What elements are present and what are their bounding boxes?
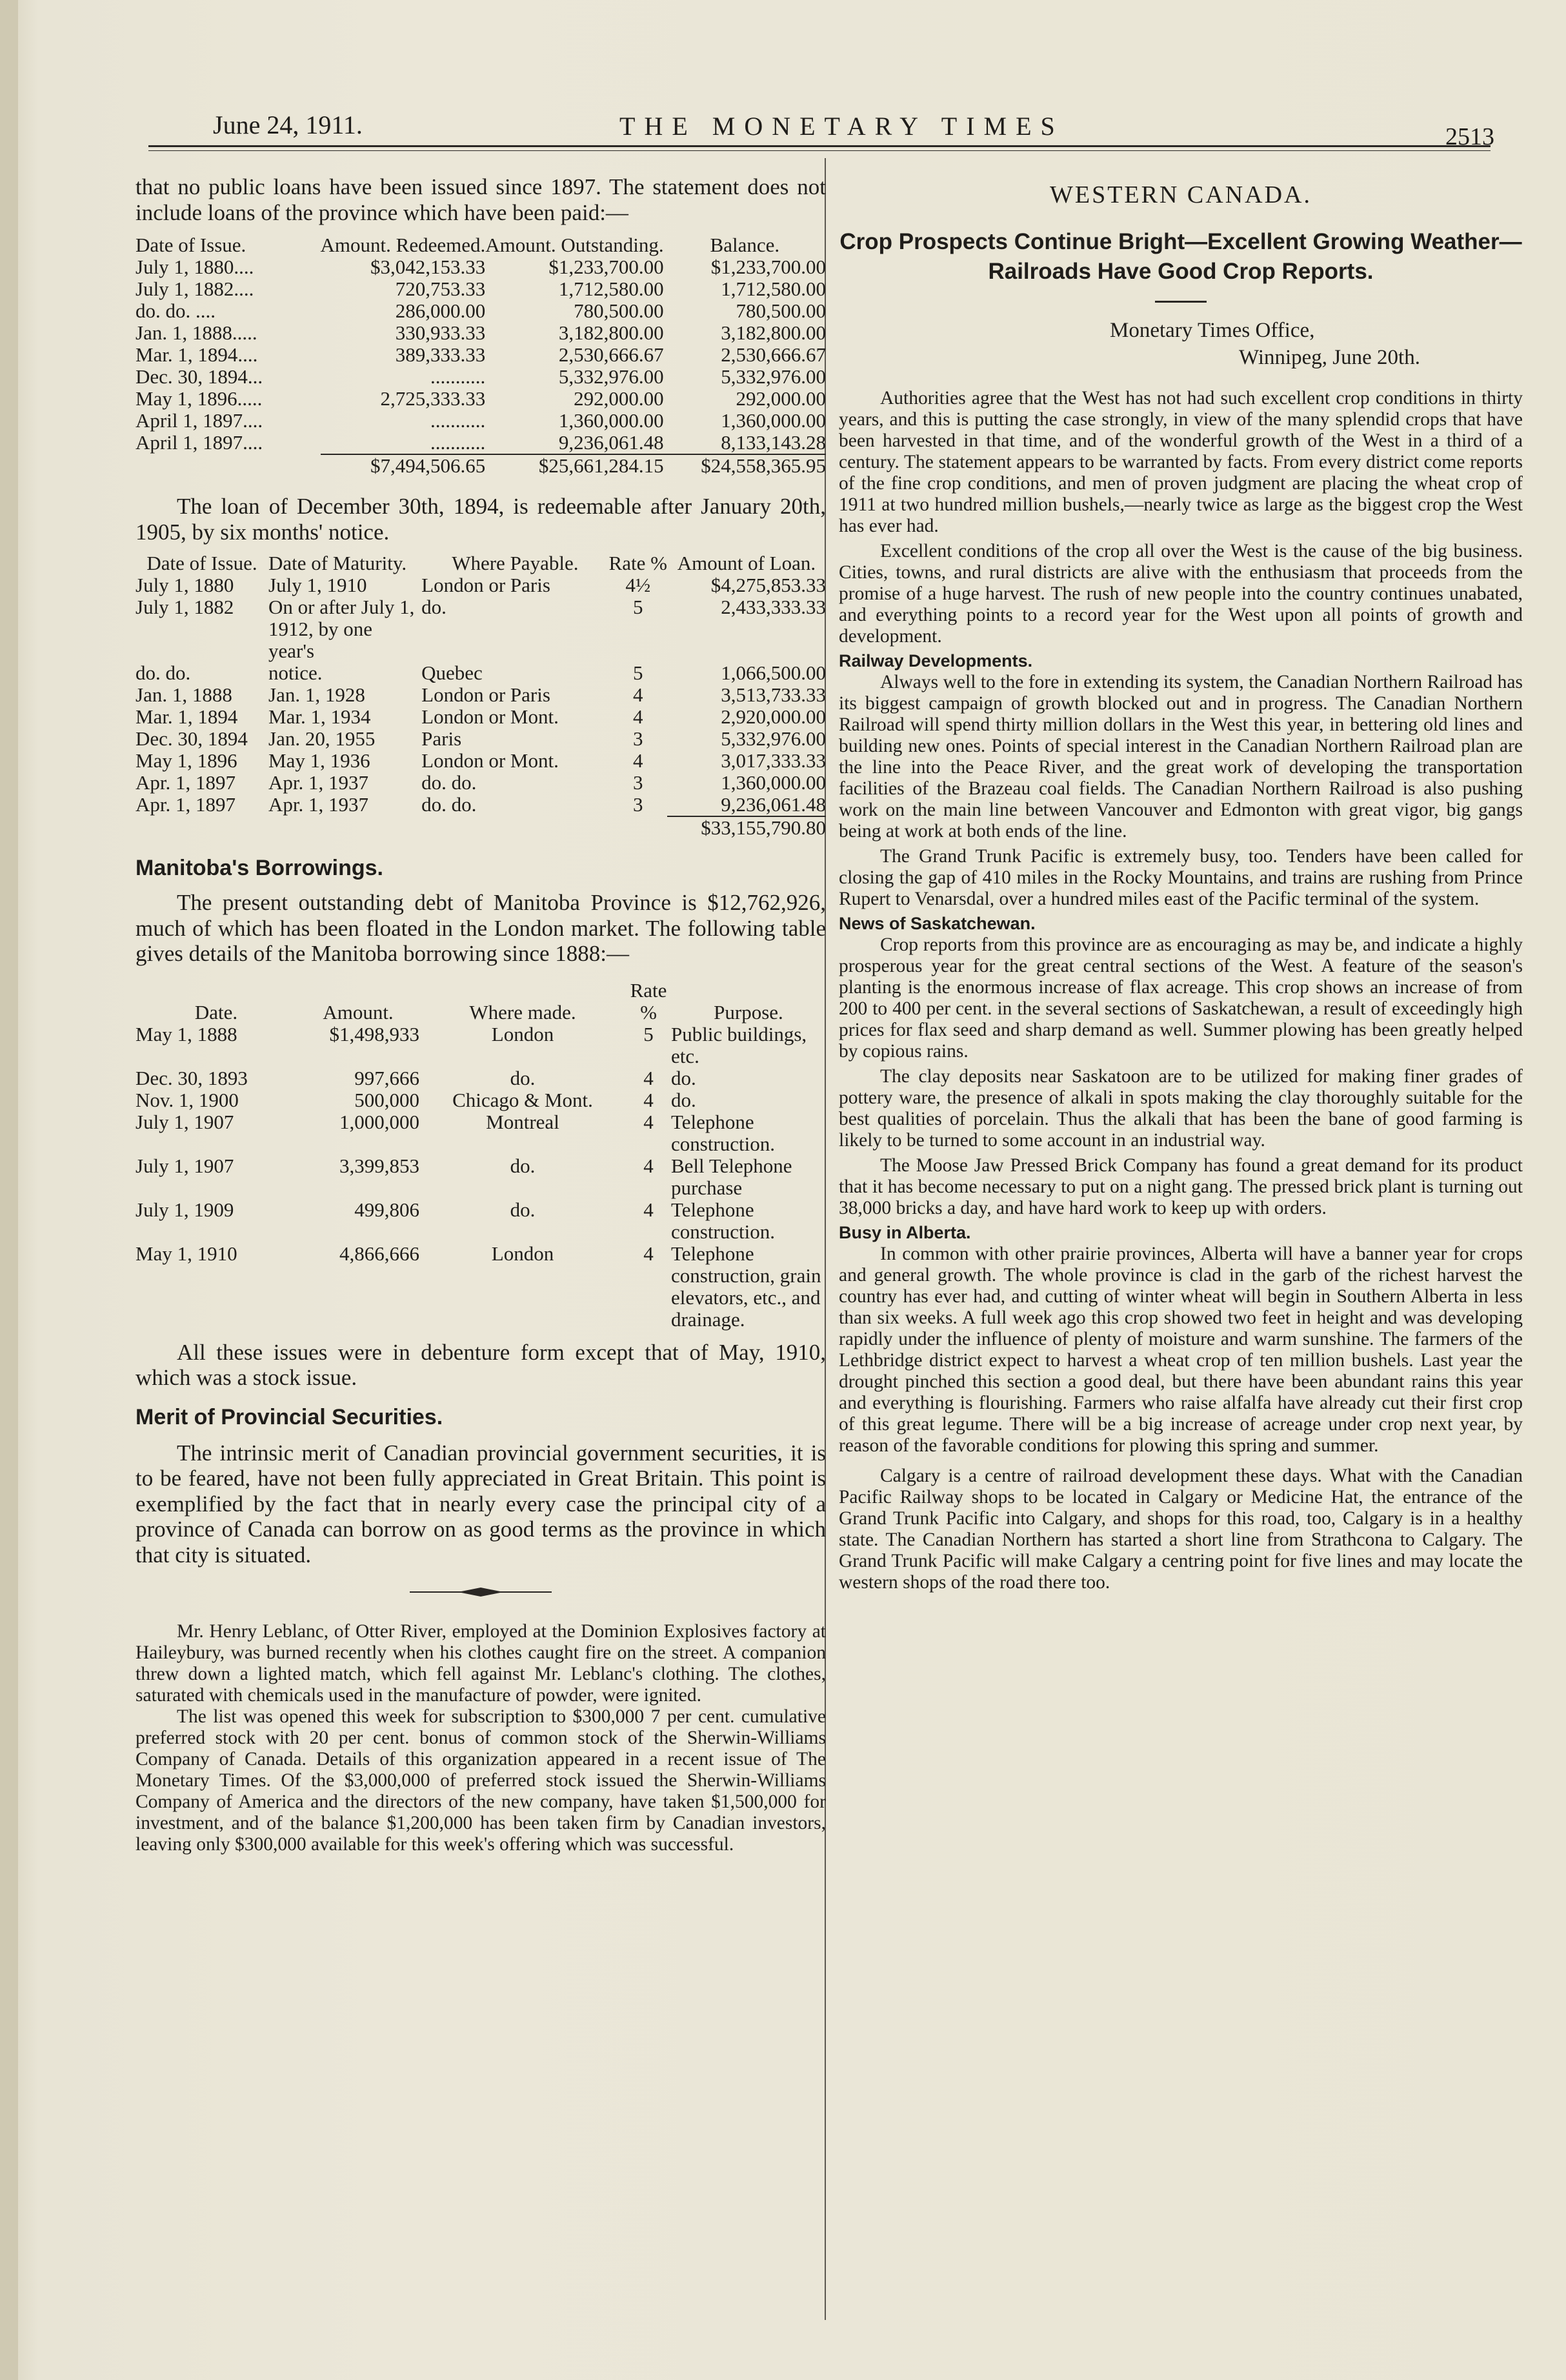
maturity-table — [136, 552, 826, 839]
manitoba-cell: do. — [671, 1088, 696, 1111]
maturity-cell: Mar. 1, 1934 — [268, 705, 371, 728]
manitoba-cell: July 1, 1909 — [136, 1198, 234, 1221]
maturity-cell: London or Mont. — [421, 749, 559, 772]
maturity-cell: London or Mont. — [421, 705, 559, 728]
loans-cell: 1,712,580.00 — [721, 277, 826, 300]
loans-cell: May 1, 1896..... — [136, 387, 263, 410]
saskatchewan-heading: News of Saskatchewan. — [839, 914, 1036, 933]
manitoba-cell: Bell Telephone purchase — [671, 1154, 792, 1199]
loans-total-row — [136, 454, 826, 477]
page-header — [148, 97, 1523, 161]
loans-cell: Dec. 30, 1894... — [136, 365, 263, 388]
maturity-row — [136, 596, 826, 662]
manitoba-header-row — [136, 980, 826, 1024]
loans-cell: 5,332,976.00 — [558, 365, 664, 388]
railway-paragraph-1: Always well to the fore in extending its system, the Canadian Northern Railroad has its biggest campaign of growth blocked out and in progress. The Canadian Northern Railroad will spend thirty million dollars in the West this year, in bettering old lines and building new ones. Points of special interest in the Canadian Northern Railroad plan are the line into the Peace River, and the great work of developing the transportation facilities of the Brazeau coal fields. The Canadian Northern Railroad is also pushing work on the main line between Vancouver and Edmonton with great vigor, big gangs being at work at both ends of the line. — [839, 672, 1523, 842]
manitoba-cell: 4 — [643, 1088, 654, 1111]
manitoba-cell: 4 — [643, 1198, 654, 1221]
loans-cell: 1,712,580.00 — [558, 277, 664, 300]
maturity-cell: 4 — [632, 683, 643, 706]
railway-heading: Railway Developments. — [839, 651, 1033, 671]
loans-cell: 3,182,800.00 — [558, 321, 664, 344]
loans-header-row — [136, 234, 826, 256]
loans-cell: Jan. 1, 1888..... — [136, 321, 257, 344]
leblanc-item: Mr. Henry Leblanc, of Otter River, employed at the Dominion Explosives factory at Haileybury, was burned recently when his clothes caught fire on the street. A companion threw down a lighted match, which fell against Mr. Leblanc's clothing. The clothes, saturated with chemicals used in the manufacture of powder, were ignited. — [136, 1621, 826, 1706]
alberta-heading: Busy in Alberta. — [839, 1223, 971, 1242]
maturity-cell: 3 — [632, 727, 643, 750]
manitoba-cell: Nov. 1, 1900 — [136, 1088, 239, 1111]
maturity-cell: do. do. — [421, 793, 477, 816]
maturity-row — [136, 794, 826, 816]
loans-cell: 1,360,000.00 — [721, 409, 826, 432]
loans-cell: 720,753.33 — [395, 277, 486, 300]
maturity-cell: 5 — [632, 661, 643, 684]
maturity-cell: notice. — [268, 661, 323, 684]
merit-heading: Merit of Provincial Securities. — [136, 1404, 443, 1429]
manitoba-header-purpose: Purpose. — [714, 1000, 783, 1024]
manitoba-cell: Montreal — [486, 1110, 559, 1133]
manitoba-cell: 4 — [643, 1110, 654, 1133]
loans-row — [136, 278, 826, 300]
maturity-cell: 5,332,976.00 — [721, 727, 826, 750]
manitoba-heading: Manitoba's Borrowings. — [136, 856, 383, 880]
manitoba-row — [136, 1067, 826, 1089]
total-outstanding: $25,661,284.15 — [485, 454, 663, 477]
maturity-cell: 9,236,061.48 — [721, 793, 826, 816]
maturity-cell: 3,017,333.33 — [721, 749, 826, 772]
header-rule-thin — [148, 150, 1491, 151]
right-column — [839, 181, 1523, 1593]
maturity-header-amount: Amount of Loan. — [677, 552, 816, 574]
loans-row — [136, 322, 826, 344]
manitoba-cell: 4 — [643, 1242, 654, 1265]
loans-row — [136, 410, 826, 432]
loans-row — [136, 388, 826, 410]
manitoba-header-amount: Amount. — [323, 1000, 394, 1024]
loans-cell: 292,000.00 — [736, 387, 826, 410]
maturity-header-payable: Where Payable. — [452, 552, 579, 574]
maturity-cell: On or after July 1, 1912, by one year's — [268, 596, 415, 662]
maturity-cell: 3 — [632, 771, 643, 794]
maturity-cell: $4,275,853.33 — [710, 574, 826, 596]
maturity-cell: 2,920,000.00 — [721, 705, 826, 728]
manitoba-table — [136, 980, 826, 1331]
manitoba-cell: May 1, 1910 — [136, 1242, 237, 1265]
manitoba-cell: do. — [510, 1154, 536, 1177]
loans-cell: $1,233,700.00 — [710, 256, 826, 278]
manitoba-row — [136, 1089, 826, 1111]
maturity-row — [136, 706, 826, 728]
maturity-row — [136, 728, 826, 750]
maturity-cell: 2,433,333.33 — [721, 596, 826, 618]
manitoba-cell: $1,498,933 — [329, 1022, 419, 1045]
loans-cell: $1,233,700.00 — [548, 256, 664, 278]
loans-header-redeemed: Amount. Redeemed. — [320, 234, 486, 256]
loans-cell: 780,500.00 — [574, 299, 664, 322]
manitoba-cell: May 1, 1888 — [136, 1022, 237, 1045]
maturity-cell: 5 — [632, 596, 643, 618]
manitoba-cell: 4,866,666 — [339, 1242, 419, 1265]
maturity-cell: 4 — [632, 705, 643, 728]
railway-paragraph-2: The Grand Trunk Pacific is extremely busy, too. Tenders have been called for closing the gap of 410 miles in the Rocky Mountains, and trains are rushing from Prince Rupert to Venarsdal, over a hundred miles east of the Pacific terminal of the system. — [839, 846, 1523, 909]
maturity-row — [136, 750, 826, 772]
loans-cell: $3,042,153.33 — [370, 256, 486, 278]
loans-cell: 3,182,800.00 — [721, 321, 826, 344]
maturity-cell: London or Paris — [421, 683, 550, 706]
december-loan-note: The loan of December 30th, 1894, is redeemable after January 20th, 1905, by six months' notice. — [136, 494, 826, 545]
loans-cell: Mar. 1, 1894.... — [136, 343, 258, 366]
manitoba-row — [136, 1199, 826, 1243]
maturity-cell: Jan. 1, 1888 — [136, 683, 232, 706]
loans-row — [136, 300, 826, 322]
manitoba-cell: Telephone construction. — [671, 1198, 775, 1243]
manitoba-cell: 997,666 — [354, 1066, 419, 1089]
loans-cell: 330,933.33 — [395, 321, 486, 344]
manitoba-row — [136, 1111, 826, 1155]
manitoba-cell: 1,000,000 — [339, 1110, 419, 1133]
maturity-row — [136, 772, 826, 794]
loans-row — [136, 344, 826, 366]
loans-cell: ........... — [430, 365, 486, 388]
manitoba-cell: 5 — [643, 1022, 654, 1045]
loans-cell: 286,000.00 — [395, 299, 486, 322]
maturity-cell: Jan. 1, 1928 — [268, 683, 365, 706]
loans-cell: ........... — [430, 409, 486, 432]
total-balance: $24,558,365.95 — [664, 454, 826, 477]
page-number: 2513 — [1445, 123, 1494, 150]
sherwin-williams-item: The list was opened this week for subscription to $300,000 7 per cent. cumulative preferred stock with 20 per cent. bonus of common stock of the Sherwin-Williams Company of Canada. Details of this organization appeared in a recent issue of The Monetary Times. Of the $3,000,000 of preferred stock issued the Sherwin-Williams Company of America and the directors of the new company, have taken $1,500,000 for investment, and of the balance $1,200,000 has been taken firm by Canadian investors, leaving only $300,000 available for this week's offering which was successful. — [136, 1706, 826, 1855]
saskatchewan-paragraph-3: The Moose Jaw Pressed Brick Company has found a great demand for its product that it has become necessary to put on a night gang. The pressed brick plant is turning out 38,000 bricks a day, and have hard work to keep up with orders. — [839, 1155, 1523, 1218]
manitoba-text: The present outstanding debt of Manitoba Province is $12,762,926, much of which has been floated in the London market. The following table gives details of the Manitoba borrowing since 1888:— — [136, 890, 826, 966]
maturity-cell: Apr. 1, 1897 — [136, 771, 236, 794]
maturity-cell: Mar. 1, 1894 — [136, 705, 238, 728]
manitoba-cell: London — [491, 1022, 554, 1045]
manitoba-cell: 500,000 — [354, 1088, 419, 1111]
intro-paragraph-2: Excellent conditions of the crop all over the West is the cause of the big business. Cities, towns, and rural districts are alive with the enthusiasm that proceeds from the promise of a huge harvest. The rush of new people into the country continues unabated, and everything points to a record year for the West upon all points of growth and development. — [839, 541, 1523, 647]
intro-paragraphs — [839, 388, 1523, 647]
loans-header-balance: Balance. — [710, 234, 780, 256]
manitoba-cell: Telephone construction. — [671, 1110, 775, 1155]
loans-cell: 5,332,976.00 — [721, 365, 826, 388]
maturity-cell: July 1, 1882 — [136, 596, 234, 618]
loans-cell: 389,333.33 — [395, 343, 486, 366]
loans-header-date: Date of Issue. — [136, 234, 246, 256]
issue-date: June 24, 1911. — [213, 110, 363, 139]
loans-cell: 780,500.00 — [736, 299, 826, 322]
manitoba-row — [136, 1024, 826, 1067]
section-title: WESTERN CANADA. — [1050, 181, 1312, 208]
maturity-row — [136, 574, 826, 596]
alberta-paragraph-1: In common with other prairie provinces, Alberta will have a banner year for crops and general growth. The whole province is clad in the garb of the richest harvest the country has ever had, and cutting of winter wheat will begin in Southern Alberta in less than six weeks. A full week ago this crop showed two feet in height and was developing rapidly under the influence of plenty of moisture and warm sunshine. The farmers of the Lethbridge district expect to harvest a wheat crop of ten million bushels. Last year the drought pinched this section a good deal, but there have been abundant rains this year and everything is flourishing. Farmers who raise alfalfa have already cut their first crop of this great legume. There will be a big increase of acreage under crop next year, by reason of the favorable conditions for plowing this spring and summer. — [839, 1244, 1523, 1456]
maturity-cell: 4½ — [625, 574, 651, 596]
alberta-paragraph-2: Calgary is a centre of railroad development these days. What with the Canadian Pacific Railway shops to be located in Calgary or Medicine Hat, the entrance of the Grand Trunk Pacific into Calgary, and shops for this road, too, Calgary is in a healthy state. The Canadian Northern has started a short line from Strathcona to Calgary. The Grand Trunk Pacific will make Calgary a centring point for five lines and may locate the western shops of the road there too. — [839, 1466, 1523, 1593]
subtitle-rule — [1155, 301, 1207, 303]
loans-cell: 2,530,666.67 — [558, 343, 664, 366]
manitoba-row — [136, 1243, 826, 1331]
total-redeemed: $7,494,506.65 — [321, 454, 486, 477]
maturity-cell: Jan. 20, 1955 — [268, 727, 376, 750]
manitoba-header-rate: Rate % — [630, 978, 667, 1024]
maturity-cell: July 1, 1880 — [136, 574, 234, 596]
maturity-header-rate: Rate % — [608, 552, 667, 574]
loans-cell: ........... — [430, 431, 486, 454]
loans-table — [136, 234, 826, 477]
maturity-header-row — [136, 552, 826, 574]
merit-text: The intrinsic merit of Canadian provincial government securities, it is to be feared, have not been fully appreciated in Great Britain. This point is exemplified by the fact that in nearly every case the principal city of a province of Canada can borrow on as good terms as the province in which that city is situated. — [136, 1440, 826, 1568]
manitoba-cell: 4 — [643, 1154, 654, 1177]
maturity-cell: 3,513,733.33 — [721, 683, 826, 706]
loans-cell: July 1, 1880.... — [136, 256, 254, 278]
ornament-rule-icon — [403, 1586, 558, 1598]
maturity-header-maturity: Date of Maturity. — [268, 552, 407, 574]
maturity-cell: July 1, 1910 — [268, 574, 367, 596]
header-rule — [148, 145, 1491, 147]
maturity-row — [136, 662, 826, 684]
maturity-cell: 3 — [632, 793, 643, 816]
maturity-cell: 1,360,000.00 — [721, 771, 826, 794]
intro-paragraph-1: Authorities agree that the West has not had such excellent crop conditions in thirty years, and this is putting the case strongly, in view of the many splendid crops that have been harvested in that time, and of the wonderful growth of the West in a third of a century. The statement appears to be warranted by facts. From every district come reports of the fine crop conditions, and men of proven judgment are placing the wheat crop of 1911 at two hundred million bushels,—nearly twice as large as the biggest crop the West has ever had. — [839, 388, 1523, 536]
manitoba-cell: Dec. 30, 1893 — [136, 1066, 248, 1089]
section-ornament — [136, 1586, 826, 1602]
saskatchewan-paragraph-1: Crop reports from this province are as encouraging as may be, and indicate a highly prosperous year for the great central sections of the West. A feature of the season's planting is the enormous increase of flax acreage. This crop shows an increase of from 200 to 400 per cent. in the several sections of Saskatchewan, a result of exceedingly high prices for flax seed and sharp demand as well. Summer plowing has been greatly helped by copious rains. — [839, 934, 1523, 1062]
manitoba-cell: London — [491, 1242, 554, 1265]
manitoba-cell: do. — [510, 1198, 536, 1221]
loans-cell: 2,530,666.67 — [721, 343, 826, 366]
maturity-cell: Paris — [421, 727, 462, 750]
manitoba-cell: July 1, 1907 — [136, 1110, 234, 1133]
maturity-cell: May 1, 1896 — [136, 749, 237, 772]
maturity-cell: Apr. 1, 1897 — [136, 793, 236, 816]
masthead-title: THE MONETARY TIMES — [619, 112, 1064, 141]
maturity-cell: 1,066,500.00 — [721, 661, 826, 684]
manitoba-cell: July 1, 1907 — [136, 1154, 234, 1177]
maturity-cell: do. do. — [421, 771, 477, 794]
loans-row — [136, 256, 826, 278]
debenture-note: All these issues were in debenture form except that of May, 1910, which was a stock issue. — [136, 1339, 826, 1390]
loans-header-outstanding: Amount. Outstanding. — [485, 234, 664, 256]
manitoba-cell: 3,399,853 — [339, 1154, 419, 1177]
binding-edge — [0, 0, 18, 2380]
manitoba-header-date: Date. — [194, 1000, 238, 1024]
manitoba-header-where: Where made. — [469, 1000, 576, 1024]
maturity-cell: 4 — [632, 749, 643, 772]
maturity-cell: Quebec — [421, 661, 483, 684]
loans-cell: 292,000.00 — [574, 387, 664, 410]
loans-cell: 1,360,000.00 — [558, 409, 664, 432]
loans-intro: that no public loans have been issued since 1897. The statement does not include loans of the province which have been paid:— — [136, 174, 826, 225]
loans-cell: 2,725,333.33 — [380, 387, 486, 410]
manitoba-cell: do. — [510, 1066, 536, 1089]
dateline-office: Monetary Times Office, — [1110, 319, 1315, 342]
loans-cell: April 1, 1897.... — [136, 431, 263, 454]
maturity-cell: Apr. 1, 1937 — [268, 793, 369, 816]
maturity-row — [136, 684, 826, 706]
dateline — [839, 317, 1523, 371]
manitoba-cell: Public buildings, etc. — [671, 1022, 807, 1067]
dateline-place: Winnipeg, June 20th. — [1239, 346, 1420, 369]
loans-row — [136, 432, 826, 454]
maturity-cell: do. do. — [136, 661, 191, 684]
manitoba-row — [136, 1155, 826, 1199]
maturity-cell: Dec. 30, 1894 — [136, 727, 248, 750]
manitoba-cell: 4 — [643, 1066, 654, 1089]
loans-row — [136, 366, 826, 388]
saskatchewan-paragraph-2: The clay deposits near Saskatoon are to be utilized for making finer grades of pottery ware, the presence of alkali in spots making the clay thoroughly suitable for the best qualities of porcelain. Thus the alkali that has been the bane of good farming is likely to be turned to some account in an industrial way. — [839, 1066, 1523, 1151]
manitoba-cell: Telephone construction, grain elevators, etc., and drainage. — [671, 1242, 821, 1331]
loans-cell: do. do. .... — [136, 299, 216, 322]
maturity-total: $33,155,790.80 — [667, 816, 826, 839]
manitoba-cell: 499,806 — [354, 1198, 419, 1221]
manitoba-cell: do. — [671, 1066, 696, 1089]
left-column — [136, 174, 826, 1855]
maturity-cell: May 1, 1936 — [268, 749, 370, 772]
section-subtitle: Crop Prospects Continue Bright—Excellent Growing Weather—Railroads Have Good Crop Reports. — [839, 229, 1522, 284]
maturity-cell: London or Paris — [421, 574, 550, 596]
manitoba-cell: Chicago & Mont. — [452, 1088, 593, 1111]
loans-cell: April 1, 1897.... — [136, 409, 263, 432]
loans-cell: 9,236,061.48 — [558, 431, 664, 454]
loans-cell: July 1, 1882.... — [136, 277, 254, 300]
maturity-total-row — [136, 816, 826, 839]
loans-cell: 8,133,143.28 — [721, 431, 826, 454]
maturity-cell: Apr. 1, 1937 — [268, 771, 369, 794]
maturity-header-issue: Date of Issue. — [146, 552, 257, 574]
maturity-cell: do. — [421, 596, 447, 618]
